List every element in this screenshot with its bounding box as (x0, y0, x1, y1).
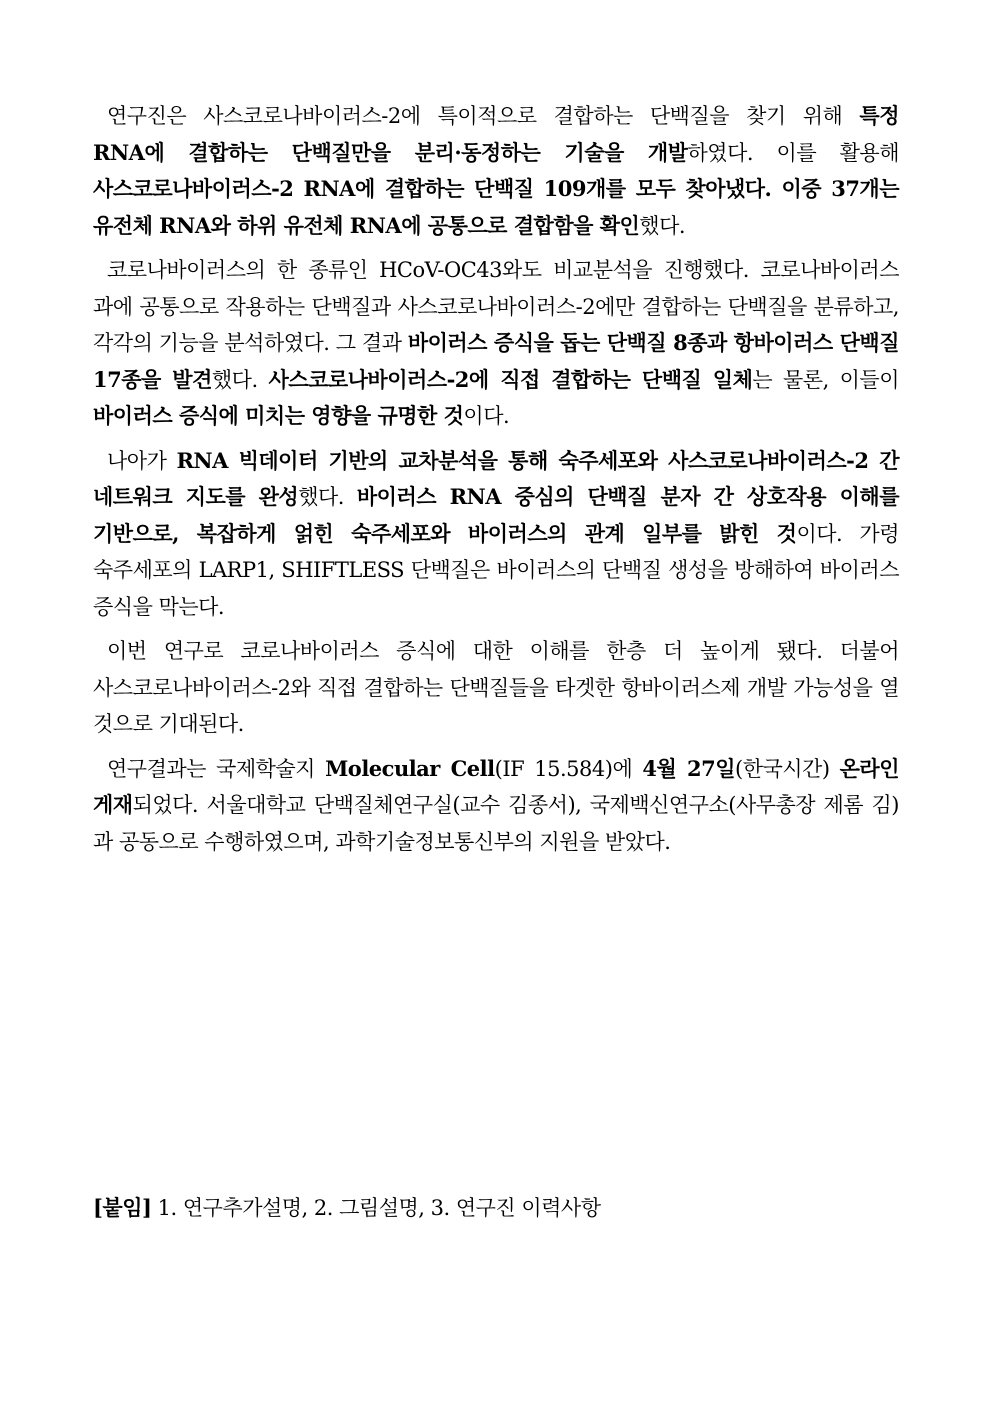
text-run: 는 물론, 이들이 (752, 367, 899, 392)
text-run: 하였다. 이를 활용해 (687, 140, 899, 165)
text-run: 이번 연구로 코로나바이러스 증식에 대한 이해를 한층 더 높이게 됐다. 더불어 사스코로나바이러스-2와 직접 결합하는 단백질들을 타겟한 항바이러스제 개발 가능성을 열 것으로 기대된다. (93, 639, 899, 736)
journal-name: Molecular Cell (325, 755, 495, 781)
paragraph-network (93, 443, 899, 626)
paragraph-comparison (93, 252, 899, 435)
text-run-bold: 특정 RNA에 결합하는 단백질만을 분리·동정하는 기술을 개발 (93, 103, 899, 165)
publication-date: 4월 27일 (642, 755, 735, 781)
document-body (93, 98, 899, 868)
text-run: 이다. (463, 404, 510, 428)
text-run: 이다. 가령 숙주세포의 LARP1, SHIFTLESS 단백질은 바이러스의 단백질 생성을 방해하여 바이러스 증식을 막는다. (93, 521, 899, 619)
text-run-bold: 사스코로나바이러스-2에 직접 결합하는 단백질 일체 (268, 366, 753, 392)
text-run: (IF 15.584)에 (494, 756, 643, 781)
text-run-bold: 사스코로나바이러스-2 RNA에 결합하는 단백질 109개를 모두 찾아냈다. 이중 37개는 유전체 RNA와 하위 유전체 RNA에 공통으로 결합함을 확인 (93, 176, 899, 238)
paragraph-outlook (93, 633, 899, 743)
text-run: 했다. (639, 213, 686, 238)
text-run-bold: 바이러스 증식을 돕는 단백질 8종과 항바이러스 단백질 17종을 발견 (93, 330, 899, 392)
text-run-bold: 바이러스 RNA 중심의 단백질 분자 간 상호작용 이해를 기반으로, 복잡하게 얽힌 숙주세포와 바이러스의 관계 일부를 밝힌 것 (93, 484, 899, 546)
text-run: 했다. (211, 367, 269, 392)
text-run: 했다. (298, 485, 357, 509)
text-run-bold: 바이러스 증식에 미치는 영향을 규명한 것 (93, 403, 464, 428)
paragraph-publication (93, 751, 899, 861)
text-run: 연구진은 사스코로나바이러스-2에 특이적으로 결합하는 단백질을 찾기 위해 (107, 104, 860, 128)
text-run-bold: RNA 빅데이터 기반의 교차분석을 통해 숙주세포와 사스코로나바이러스-2 간 네트워크 지도를 완성 (93, 447, 899, 509)
attachment-line (93, 1193, 601, 1223)
text-run: 되었다. 서울대학교 단백질체연구실(교수 김종서), 국제백신연구소(사무총장 제롬 김)과 공동으로 수행하였으며, 과학기술정보통신부의 지원을 받았다. (93, 793, 899, 854)
text-run: 코로나바이러스의 한 종류인 HCoV-OC43와도 비교분석을 진행했다. 코로나바이러스 과에 공통으로 작용하는 단백질과 사스코로나바이러스-2에만 결합하는 단백질을 분류하고, 각각의 기능을 분석하였다. 그 결과 (93, 258, 899, 355)
attachment-label: [붙임] (93, 1195, 152, 1220)
paragraph-method (93, 98, 899, 244)
text-run: 나아가 (107, 448, 177, 473)
text-run-bold: 온라인 게재 (93, 755, 899, 817)
attachment-list: 1. 연구추가설명, 2. 그림설명, 3. 연구진 이력사항 (151, 1196, 601, 1220)
text-run: 연구결과는 국제학술지 (107, 756, 326, 781)
text-run: (한국시간) (735, 756, 840, 781)
